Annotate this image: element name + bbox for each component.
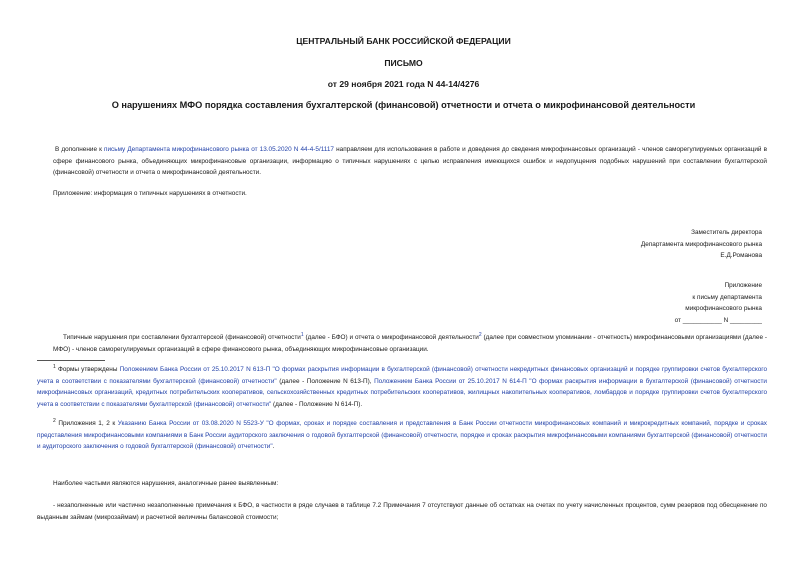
signature-department: Департамента микрофинансового рынка [640,240,762,248]
appendix-date-line: от ___________ N _________ [674,316,762,324]
footnote-ref-1[interactable]: 1 [300,331,304,338]
footnote-1-mark: 1 [53,363,56,370]
appendix-ref-line: к письму департамента [692,293,762,301]
footnote-1 [37,364,767,410]
intro-paragraph [53,144,767,179]
footnote-ref-2[interactable]: 2 [478,331,482,338]
document-date-number: от 29 ноября 2021 года N 44-14/4276 [327,79,480,89]
intro-prefix: В дополнение к [55,146,105,153]
regulation-613p-link[interactable]: Положением Банка России от 25.10.2017 N 613-П "О формах раскрытия информации в бухгалтерской (финансовой) отчетности некредитных финансовых организаций и порядке группировки счетов бухгалтерского учета в соответствии с показателями бухгалтерской (финансовой) отчетности" [37,366,768,385]
appendix-title: Приложение [724,282,762,289]
signature-position: Заместитель директора [691,229,762,236]
signature-name: Е.Д.Романова [720,252,762,260]
footnote-2 [37,418,767,453]
regulation-614p-link[interactable]: Положением Банка России от 25.10.2017 N 614-П "О формах раскрытия информации в бухгалтерской (финансовой) отчетности микрофинансовых организаций, кредитных потребительских кооперативов, сельскохозяйственных кредитных потребительских кооперативов, жилищных накопительных кооперативов, ломбардов и порядке группировки счетов бухгалтерского учета в соответствии с показателями бухгалтерской (финансовой) отчетности" [37,377,767,408]
footnote-divider [37,360,105,361]
issuer-title: ЦЕНТРАЛЬНЫЙ БАНК РОССИЙСКОЙ ФЕДЕРАЦИИ [296,36,511,46]
typical-violations-paragraph [53,332,767,355]
typical-text-a: Типичные нарушения при составлении бухгалтерской (финансовой) отчетности [63,334,301,341]
appendix-block [675,280,762,326]
typical-text-c: (далее при совместном упоминании - отчетность) микрофинансовыми организациями (далее - МФО) - членов саморегулируемых организаций в сфере финансового рынка, объединяющих микрофинансовые организации. [53,334,767,353]
frequent-violations-heading: Наиболее частыми являются нарушения, аналогичные ранее выявленным: [53,480,279,487]
document-subject: О нарушениях МФО порядка составления бухгалтерской (финансовой) отчетности и отчета о микрофинансовой деятельности [111,100,696,110]
appendix-dept-line: микрофинансового рынка [685,305,762,313]
intro-reference-link[interactable]: письму Департамента микрофинансового рынка от 13.05.2020 N 44-4-5/1117 [104,146,334,153]
attachment-note: Приложение: информация о типичных нарушениях в отчетности. [53,190,247,197]
footnote-1-text-3: (далее - Положение N 614-П). [271,400,363,408]
footnote-1-text: Формы утверждены [55,366,120,373]
footnote-2-mark: 2 [53,417,56,424]
footnote-1-text-2: (далее - Положение N 613-П), [276,377,375,385]
intro-suffix: направляем для использования в работе и доведения до сведения микрофинансовых организаций - членов саморегулируемых организаций в сфере финансового рынка, объединяющих микрофинансовые организации, информацию о типичных нарушениях с целью исправления имеющихся ошибок и недопущения подобных нарушений при составлении бухгалтерской (финансовой) отчетности и отчета о микрофинансовой деятельности. [53,146,767,176]
document-type: ПИСЬМО [384,58,423,68]
footnote-2-text: Приложения 1, 2 к [55,420,118,427]
typical-text-b: (далее - БФО) и отчета о микрофинансовой деятельности [303,334,479,341]
signature-block [641,227,762,262]
violation-item-1: - незаполненные или частично незаполненные примечания к БФО, в частности в ряде случаев в таблице 7.2 Примечания 7 отсутствуют данные об остатках на счетах по учету начисленных процентов, сумм резервов под обесценение по выданным займам (микрозаймам) и расчетной величины балансовой стоимости; [37,502,767,521]
footnote-2-text-2: . [272,443,275,450]
instruction-5523u-link[interactable]: Указанию Банка России от 03.08.2020 N 5523-У "О формах, сроках и порядке составления и представления в Банк России отчетности микрофинансовых компаний и микрокредитных компаний, порядке и сроках представления микрофинансовыми компаниями в Банк России аудиторского заключения о годовой бухгалтерской (финансовой) отчетности, порядке и сроках раскрытия микрофинансовыми компаниями бухгалтерской (финансовой) отчетности и аудиторского заключения о годовой бухгалтерской (финансовой) отчетности" [37,420,767,450]
